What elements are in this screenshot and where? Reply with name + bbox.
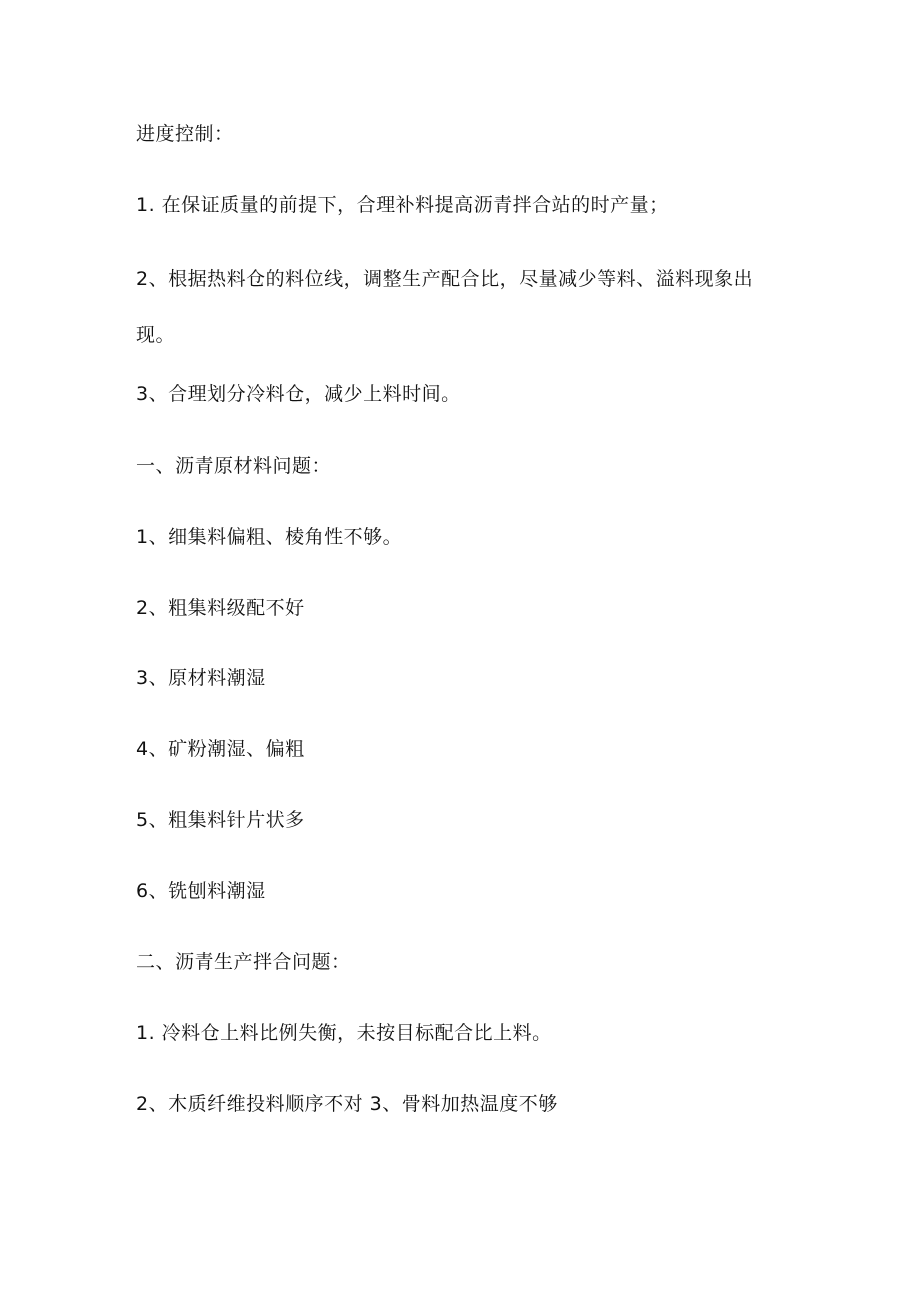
progress-item-3: 3、合理划分冷料仓，减少上料时间。	[136, 383, 461, 405]
material-item-2: 2、粗集料级配不好	[136, 597, 305, 619]
material-item-4: 4、矿粉潮湿、偏粗	[136, 738, 305, 760]
heading-progress-control: 进度控制：	[136, 123, 234, 145]
material-item-6: 6、铣刨料潮湿	[136, 880, 266, 902]
progress-item-2: 2、根据热料仓的料位线，调整生产配合比，尽量减少等料、溢料现象出现。	[136, 268, 754, 346]
material-item-5: 5、粗集料针片状多	[136, 809, 305, 831]
heading-raw-material-issues: 一、沥青原材料问题：	[136, 455, 332, 477]
heading-mixing-issues: 二、沥青生产拌合问题：	[136, 951, 351, 973]
progress-item-1: 1. 在保证质量的前提下，合理补料提高沥青拌合站的时产量；	[136, 194, 669, 216]
mixing-item-1: 1. 冷料仓上料比例失衡，未按目标配合比上料。	[136, 1022, 552, 1044]
mixing-item-2: 2、木质纤维投料顺序不对 3、骨料加热温度不够	[136, 1093, 558, 1115]
material-item-1: 1、细集料偏粗、棱角性不够。	[136, 526, 403, 548]
material-item-3: 3、原材料潮湿	[136, 667, 266, 689]
